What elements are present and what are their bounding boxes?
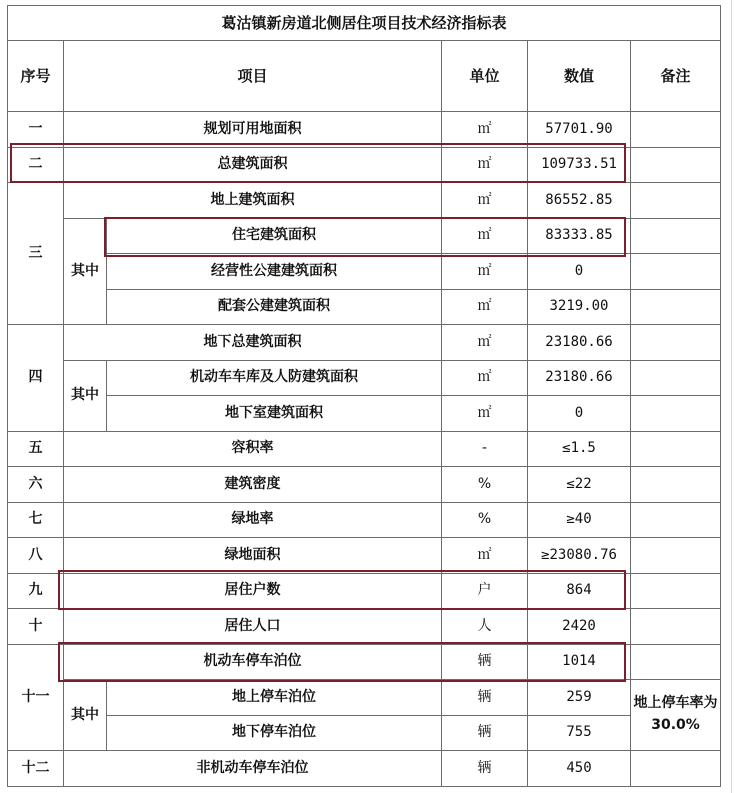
row-seq: 六: [8, 467, 64, 503]
row-item: 机动车停车泊位: [64, 644, 442, 680]
row-unit: ㎡: [442, 325, 528, 361]
row-note: [631, 573, 721, 609]
row-item: 居住户数: [64, 573, 442, 609]
table-row: [8, 680, 721, 716]
row-item: 经营性公建建筑面积: [107, 254, 442, 290]
header-note: 备注: [631, 41, 721, 112]
row-value: 23180.66: [528, 360, 631, 396]
row-value: 83333.85: [528, 218, 631, 254]
row-unit: ㎡: [442, 218, 528, 254]
header-unit: 单位: [442, 41, 528, 112]
row-seq: 十二: [8, 751, 64, 787]
table-row: [8, 147, 721, 183]
row-item: 规划可用地面积: [64, 112, 442, 148]
row-item: 机动车车库及人防建筑面积: [107, 360, 442, 396]
table-title: 葛沽镇新房道北侧居住项目技术经济指标表: [8, 6, 721, 41]
row-note: [631, 502, 721, 538]
row-item: 配套公建建筑面积: [107, 289, 442, 325]
row-value: 23180.66: [528, 325, 631, 361]
row-value: ≤1.5: [528, 431, 631, 467]
row-value: 450: [528, 751, 631, 787]
row-item: 绿地率: [64, 502, 442, 538]
row-item: 容积率: [64, 431, 442, 467]
row-seq: 一: [8, 112, 64, 148]
table-row: [8, 254, 721, 290]
row-unit: 辆: [442, 751, 528, 787]
row-item: 非机动车停车泊位: [64, 751, 442, 787]
row-seq: 四: [8, 325, 64, 432]
row-note: [631, 396, 721, 432]
row-seq: 十: [8, 609, 64, 645]
row-value: 109733.51: [528, 147, 631, 183]
table-row: [8, 396, 721, 432]
table-row: [8, 183, 721, 219]
row-note: [631, 289, 721, 325]
technical-economic-indicator-table: [7, 5, 721, 787]
row-unit: %: [442, 502, 528, 538]
table-row: [8, 609, 721, 645]
table-row: [8, 360, 721, 396]
row-note: [631, 538, 721, 574]
row-value: 864: [528, 573, 631, 609]
table-row: [8, 751, 721, 787]
row-unit: ㎡: [442, 289, 528, 325]
row-item: 地下室建筑面积: [107, 396, 442, 432]
row-item: 总建筑面积: [64, 147, 442, 183]
row-note: [631, 431, 721, 467]
row-unit: ㎡: [442, 360, 528, 396]
row-value: 86552.85: [528, 183, 631, 219]
row-value: 57701.90: [528, 112, 631, 148]
table-row: [8, 644, 721, 680]
row-unit: ㎡: [442, 147, 528, 183]
row-value: ≤22: [528, 467, 631, 503]
row-note: [631, 147, 721, 183]
row-item: 地上停车泊位: [107, 680, 442, 716]
table-row: [8, 112, 721, 148]
row-note: [631, 360, 721, 396]
row-value: 3219.00: [528, 289, 631, 325]
table-row: [8, 538, 721, 574]
row-seq: 十一: [8, 644, 64, 751]
table-row: [8, 502, 721, 538]
table-row: [8, 715, 721, 751]
header-value: 数值: [528, 41, 631, 112]
row-unit: -: [442, 431, 528, 467]
row-unit: ㎡: [442, 396, 528, 432]
row-value: 0: [528, 396, 631, 432]
row-item: 地下总建筑面积: [64, 325, 442, 361]
row-item: 建筑密度: [64, 467, 442, 503]
row-unit: 人: [442, 609, 528, 645]
row-value: 0: [528, 254, 631, 290]
row-note: [631, 751, 721, 787]
row-unit: 户: [442, 573, 528, 609]
row-unit: ㎡: [442, 254, 528, 290]
sub-label: 其中: [64, 218, 107, 325]
row-value: 2420: [528, 609, 631, 645]
row-unit: ㎡: [442, 112, 528, 148]
row-unit: ㎡: [442, 538, 528, 574]
row-note: [631, 467, 721, 503]
header-item: 项目: [64, 41, 442, 112]
row-note: [631, 325, 721, 361]
row-value: 1014: [528, 644, 631, 680]
row-note: [631, 112, 721, 148]
row-unit: 辆: [442, 680, 528, 716]
header-seq: 序号: [8, 41, 64, 112]
indicator-table-sheet: [7, 5, 721, 787]
row-seq: 三: [8, 183, 64, 325]
table-row: [8, 325, 721, 361]
page-edge-line: [731, 0, 732, 793]
row-item: 绿地面积: [64, 538, 442, 574]
row-seq: 八: [8, 538, 64, 574]
row-value: ≥40: [528, 502, 631, 538]
table-row: [8, 573, 721, 609]
row-seq: 七: [8, 502, 64, 538]
row-item: 住宅建筑面积: [107, 218, 442, 254]
row-note: [631, 609, 721, 645]
row-note: [631, 183, 721, 219]
parking-ratio-note: 地上停车率为30.0%: [631, 680, 721, 751]
row-unit: ㎡: [442, 183, 528, 219]
row-note: [631, 254, 721, 290]
row-note: [631, 218, 721, 254]
row-unit: 辆: [442, 715, 528, 751]
header-row: [8, 41, 721, 112]
table-row: [8, 218, 721, 254]
row-item: 地下停车泊位: [107, 715, 442, 751]
row-value: 259: [528, 680, 631, 716]
row-seq: 二: [8, 147, 64, 183]
row-unit: %: [442, 467, 528, 503]
row-item: 地上建筑面积: [64, 183, 442, 219]
row-seq: 五: [8, 431, 64, 467]
row-unit: 辆: [442, 644, 528, 680]
row-seq: 九: [8, 573, 64, 609]
sub-label: 其中: [64, 360, 107, 431]
row-note: [631, 644, 721, 680]
title-row: [8, 6, 721, 41]
row-value: 755: [528, 715, 631, 751]
sub-label: 其中: [64, 680, 107, 751]
table-row: [8, 431, 721, 467]
table-row: [8, 289, 721, 325]
row-item: 居住人口: [64, 609, 442, 645]
table-row: [8, 467, 721, 503]
row-value: ≥23080.76: [528, 538, 631, 574]
